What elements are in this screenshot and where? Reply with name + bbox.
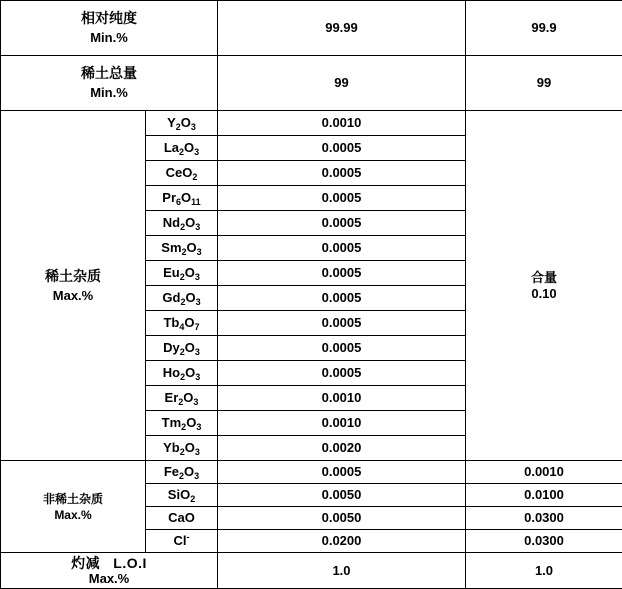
formula-part: 2 xyxy=(180,222,185,232)
formula-part: Ca xyxy=(168,510,185,525)
formula-part: Tb xyxy=(163,315,179,330)
formula-part: 2 xyxy=(180,272,185,282)
formula-part: Eu xyxy=(163,265,180,280)
re-impurity-value: 0.0005 xyxy=(218,311,466,336)
formula-part: O xyxy=(182,165,192,180)
formula-part: 2 xyxy=(179,147,184,157)
non-re-value-9999: 0.0050 xyxy=(218,484,466,507)
chemical-formula xyxy=(165,390,199,405)
loi-value-9999: 1.0 xyxy=(218,553,466,589)
chemical-formula xyxy=(162,190,200,205)
purity-value-999: 99.9 xyxy=(466,1,622,56)
re-impurity-value: 0.0005 xyxy=(218,211,466,236)
formula-part: 2 xyxy=(179,471,184,481)
re-impurities-label-cell xyxy=(1,111,146,461)
chemical-formula xyxy=(162,290,200,305)
chemical-formula xyxy=(163,315,199,330)
non-re-value-999: 0.0300 xyxy=(466,507,622,530)
formula-part: O xyxy=(185,510,195,525)
formula-part: Sm xyxy=(161,240,181,255)
formula-part: Cl xyxy=(174,533,187,548)
formula-part: 7 xyxy=(195,322,200,332)
formula-part: 3 xyxy=(195,447,200,457)
formula-part: 2 xyxy=(176,122,181,132)
formula-part: 3 xyxy=(194,471,199,481)
formula-part: Y xyxy=(167,115,176,130)
chemical-formula xyxy=(174,533,190,548)
re-impurity-value: 0.0020 xyxy=(218,436,466,461)
formula-cell xyxy=(146,336,218,361)
re-impurity-value: 0.0005 xyxy=(218,161,466,186)
re-impurity-value: 0.0005 xyxy=(218,136,466,161)
formula-part: O xyxy=(183,390,193,405)
treo-label: 稀土总量 xyxy=(1,64,217,83)
formula-cell xyxy=(146,186,218,211)
formula-cell xyxy=(146,411,218,436)
formula-part: 2 xyxy=(180,347,185,357)
loi-label-cell xyxy=(1,553,218,589)
formula-cell xyxy=(146,361,218,386)
formula-part: 3 xyxy=(195,372,200,382)
formula-part: O xyxy=(180,487,190,502)
formula-cell xyxy=(146,261,218,286)
chemical-formula xyxy=(166,165,198,180)
re-impurity-value: 0.0010 xyxy=(218,386,466,411)
re-impurity-row xyxy=(1,111,622,136)
re-impurities-label: 稀土杂质 xyxy=(1,267,145,286)
non-re-impurities-label-cell xyxy=(1,461,146,553)
formula-cell xyxy=(146,461,218,484)
formula-part: O xyxy=(184,464,194,479)
formula-cell xyxy=(146,386,218,411)
formula-cell xyxy=(146,286,218,311)
chemical-formula xyxy=(163,215,201,230)
chemical-formula xyxy=(161,240,201,255)
formula-cell xyxy=(146,311,218,336)
formula-part: 3 xyxy=(195,347,200,357)
loi-row xyxy=(1,553,622,589)
formula-part: Ce xyxy=(166,165,183,180)
re-impurity-value: 0.0010 xyxy=(218,411,466,436)
purity-unit: Min.% xyxy=(1,28,217,47)
chemical-formula xyxy=(163,265,200,280)
non-re-value-9999: 0.0005 xyxy=(218,461,466,484)
loi-value-999: 1.0 xyxy=(466,553,622,589)
formula-cell xyxy=(146,484,218,507)
formula-part: La xyxy=(164,140,179,155)
purity-label: 相对纯度 xyxy=(1,9,217,28)
formula-part: 3 xyxy=(191,122,196,132)
formula-part: 6 xyxy=(176,197,181,207)
re-impurity-value: 0.0005 xyxy=(218,186,466,211)
formula-cell xyxy=(146,436,218,461)
formula-part: 3 xyxy=(195,272,200,282)
non-re-impurity-row xyxy=(1,461,622,484)
formula-cell xyxy=(146,161,218,186)
formula-part: 2 xyxy=(181,422,186,432)
formula-cell xyxy=(146,136,218,161)
chemical-formula xyxy=(164,140,199,155)
formula-part: 4 xyxy=(179,322,184,332)
chemical-formula xyxy=(167,115,196,130)
re-impurity-value: 0.0005 xyxy=(218,336,466,361)
formula-cell xyxy=(146,507,218,530)
formula-cell xyxy=(146,111,218,136)
formula-part: 3 xyxy=(197,247,202,257)
chemical-formula xyxy=(168,510,195,525)
chemical-formula xyxy=(162,415,202,430)
formula-cell xyxy=(146,211,218,236)
chemical-formula xyxy=(164,464,199,479)
formula-part: 3 xyxy=(196,422,201,432)
re-total-value: 0.10 xyxy=(466,286,622,302)
spec-table-body xyxy=(1,1,622,589)
formula-part: - xyxy=(187,532,190,542)
formula-part: O xyxy=(184,315,194,330)
formula-part: Gd xyxy=(162,290,180,305)
re-total-label: 合量 xyxy=(466,270,622,286)
formula-part: O xyxy=(184,140,194,155)
formula-part: 2 xyxy=(178,397,183,407)
formula-part: Nd xyxy=(163,215,180,230)
formula-part: O xyxy=(186,415,196,430)
formula-part: 3 xyxy=(195,222,200,232)
formula-part: O xyxy=(181,190,191,205)
formula-cell xyxy=(146,236,218,261)
formula-part: O xyxy=(187,240,197,255)
treo-label-cell xyxy=(1,56,218,111)
formula-part: O xyxy=(185,265,195,280)
formula-part: Pr xyxy=(162,190,176,205)
formula-cell xyxy=(146,530,218,553)
non-re-value-999: 0.0010 xyxy=(466,461,622,484)
formula-part: Si xyxy=(168,487,180,502)
non-re-value-9999: 0.0200 xyxy=(218,530,466,553)
formula-part: 11 xyxy=(191,197,201,207)
formula-part: 3 xyxy=(194,147,199,157)
loi-label: 灼减 L.O.I xyxy=(1,555,217,571)
formula-part: Yb xyxy=(163,440,180,455)
re-impurity-value: 0.0005 xyxy=(218,236,466,261)
non-re-impurities-unit: Max.% xyxy=(1,507,145,523)
treo-value-999: 99 xyxy=(466,56,622,111)
treo-value-9999: 99 xyxy=(218,56,466,111)
formula-part: 2 xyxy=(182,247,187,257)
non-re-value-999: 0.0100 xyxy=(466,484,622,507)
re-impurity-value: 0.0005 xyxy=(218,361,466,386)
re-impurity-value: 0.0005 xyxy=(218,286,466,311)
formula-part: 3 xyxy=(196,297,201,307)
formula-part: Fe xyxy=(164,464,179,479)
treo-unit: Min.% xyxy=(1,83,217,102)
formula-part: O xyxy=(185,340,195,355)
loi-unit: Max.% xyxy=(1,571,217,587)
chemical-formula xyxy=(163,365,201,380)
non-re-impurities-label: 非稀土杂质 xyxy=(1,491,145,507)
non-re-value-9999: 0.0050 xyxy=(218,507,466,530)
purity-value-9999: 99.99 xyxy=(218,1,466,56)
formula-part: Ho xyxy=(163,365,180,380)
re-impurity-value: 0.0010 xyxy=(218,111,466,136)
formula-part: 2 xyxy=(180,447,185,457)
purity-label-cell xyxy=(1,1,218,56)
formula-part: O xyxy=(185,365,195,380)
re-impurities-unit: Max.% xyxy=(1,286,145,305)
formula-part: Dy xyxy=(163,340,180,355)
formula-part: Tm xyxy=(162,415,182,430)
formula-part: O xyxy=(185,440,195,455)
re-impurity-value: 0.0005 xyxy=(218,261,466,286)
formula-part: 3 xyxy=(193,397,198,407)
formula-part: Er xyxy=(165,390,179,405)
formula-part: 2 xyxy=(192,172,197,182)
formula-part: O xyxy=(181,115,191,130)
formula-part: 2 xyxy=(180,297,185,307)
formula-part: O xyxy=(185,215,195,230)
non-re-value-999: 0.0300 xyxy=(466,530,622,553)
formula-part: 2 xyxy=(190,494,195,504)
chemical-formula xyxy=(163,440,200,455)
re-total-cell xyxy=(466,111,622,461)
formula-part: O xyxy=(185,290,195,305)
chemical-formula xyxy=(168,487,195,502)
formula-part: 2 xyxy=(180,372,185,382)
treo-row xyxy=(1,56,622,111)
chemical-formula xyxy=(163,340,200,355)
purity-row xyxy=(1,1,622,56)
